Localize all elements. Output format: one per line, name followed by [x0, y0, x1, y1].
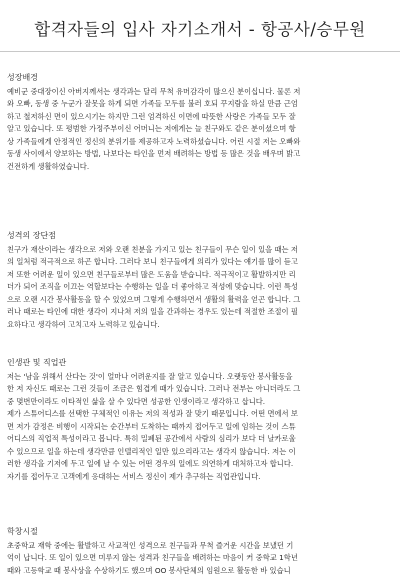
paragraph-line: 건전하게 생활하였습니다.	[7, 161, 90, 171]
paragraph-line: 더가 되어 조직을 이끄는 역할보다는 수행하는 일을 더 좋아하고 적성에 맞습니다. 이런 특성	[7, 282, 298, 292]
section-heading: 성장배경	[7, 73, 38, 82]
paragraph-line: 으로 오랜 시간 봉사활동을 할 수 있었으며 그렇게 수행하면서 생활의 활력을 얻곤 합니다. 그	[7, 294, 301, 304]
paragraph-line: 억이 납니다. 또 일이 있으면 미루지 않는 성격과 친구들을 배려하는 마음이 커 중학교 1학년	[7, 553, 298, 563]
title-divider	[0, 51, 400, 52]
paragraph-line: 의 일처럼 적극적으로 하곤 합니다. 그러다 보니 친구들에게 의리가 있다는 얘기를 많이 듣고	[7, 257, 298, 267]
paragraph-line: 수 있으므로 일을 하는데 생각만큼 인텔리적인 일만 있으리라고는 생각지 않습니다. 저는 이	[7, 446, 296, 456]
paragraph-line: 상 가족들에게 안정적인 정신의 분위기를 제공하고자 노력하셨습니다. 어린 시절 저는 오빠와	[7, 136, 301, 146]
paragraph-line: 예비군 중대장이신 아버지께서는 생각과는 달리 무척 유머감각이 많으신 분이십니다. 물론 저	[7, 87, 301, 96]
paragraph-line: 친구가 재산이라는 생각으로 저와 오랜 친분을 가지고 있는 친구들이 무슨 일이 있을 때는 저	[7, 245, 298, 254]
paragraph-line: 저 또한 어려운 일이 있으면 친구들로부터 많은 도움을 받습니다. 적극적이고 활발하지만 리	[7, 269, 296, 279]
paragraph-line: 제가 스튜어디스를 선택한 구체적인 이유는 저의 적성과 잘 맞기 때문입니다. 어떤 면에서 보	[7, 409, 298, 419]
document-title: 합격자들의 입사 자기소개서 - 항공사/승무원	[34, 20, 366, 39]
paragraph-line: 중 몇번만이라도 이타적인 삶을 살 수 있다면 성공한 인생이라고 생각하고 삽니다.	[7, 396, 266, 406]
section-heading: 성격의 장단점	[7, 231, 56, 240]
paragraph-line: 면 저가 감정은 비행이 시작되는 순간부터 도착하는 때까지 접어두고 일에 임하는 것이 스튜	[7, 421, 296, 431]
section-personality	[7, 230, 394, 331]
paragraph-line: 자기를 접어두고 고객에게 응대하는 서비스 정신이 제가 추구하는 직업관입니다.	[7, 471, 261, 481]
paragraph-line: 어디스의 직업적 특성이라고 봅니다. 특히 밀폐된 공간에서 사람의 심리가 보다 더 날카로울	[7, 434, 296, 444]
paragraph-line: 러한 생각을 기저에 두고 일에 날 수 있는 어떤 경우의 일에도 의연하게 대처하고자 합니다.	[7, 459, 294, 469]
paragraph-line: 때와 고등학교 때 봉사상을 수상하기도 했으며 OO 봉사단체의 임원으로 활동한 바 있습니	[7, 565, 291, 575]
paragraph-line: 와 오빠, 동생 중 누군가 잘못을 하게 되면 가족들 모두를 불러 호되 꾸지람을 하실 만큼 근엄	[7, 99, 298, 109]
section-heading: 학창시절	[7, 527, 38, 536]
paragraph-line: 초중학교 재학 중에는 활발하고 사교적인 성격으로 친구들과 무척 즐거운 시간을 보냈던 기	[7, 541, 294, 550]
paragraph-line: 알고 있습니다. 또 평범한 가정주부이신 어머니는 저에게는 늘 친구와도 같은 분이셨으며 항	[7, 124, 296, 134]
paragraph-line: 하고 철저하신 면이 있으시기는 하지만 그런 엄격하신 이면에 따뜻한 사랑은 가족들 모두 잘	[7, 111, 296, 121]
section-growth-background	[7, 72, 394, 173]
section-life-and-career-values	[7, 357, 394, 483]
section-school-days	[7, 526, 394, 577]
paragraph-line: 저는 '남을 위해서 산다는 것'이 얼마나 어려운지를 잘 알고 있습니다. 오랫동안 봉사활동을	[7, 372, 293, 381]
paragraph-line: 동생 사이에서 양보하는 방법, 나보다는 타인을 먼저 배려하는 방법 등 많은 것을 배우며 밝고	[7, 149, 301, 159]
paragraph-line: 러나 때로는 타인에 대한 생각이 지나쳐 저의 일을 간과하는 경우도 있는데 적절한 조절이 필	[7, 307, 298, 317]
paragraph-line: 요하다고 생각하여 고치고자 노력하고 있습니다.	[7, 319, 160, 329]
paragraph-line: 한 저 자신도 때로는 그런 것들이 조금은 힘겹게 때가 있습니다. 그러나 전부는 아니더라도 그	[7, 384, 301, 394]
section-heading: 인생관 및 직업관	[7, 358, 67, 367]
